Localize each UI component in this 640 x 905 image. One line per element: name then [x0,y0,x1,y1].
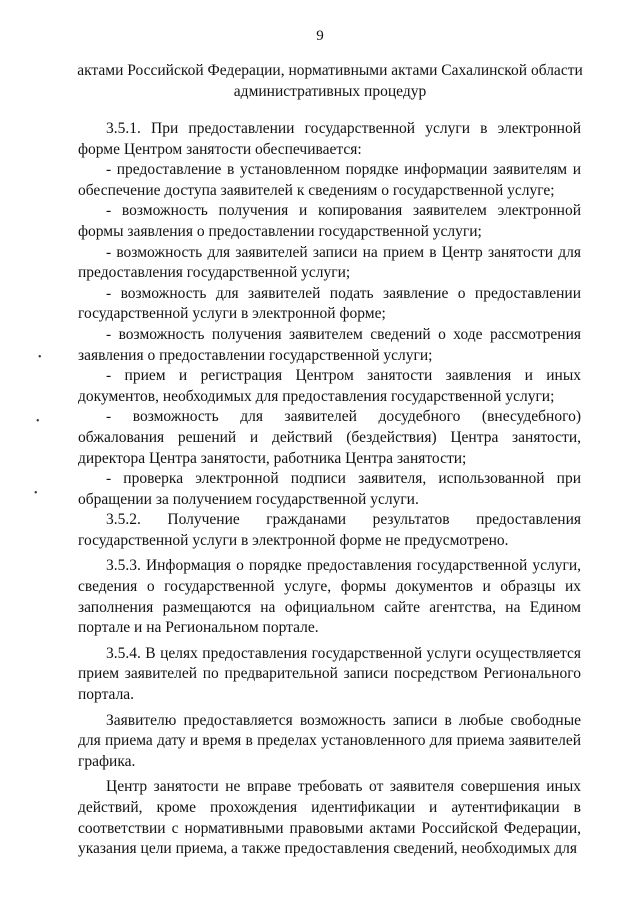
section-heading [70,60,590,102]
paragraph-3-5-3: 3.5.3. Информация о порядке предоставления государственной услуги, сведения о государственной услуге, формы документов и образцы их заполнения размещаются на официальном сайте агентства, на Едином портале и на Региональном портале. [78,557,581,637]
scan-mark: • [34,488,38,499]
list-item: - возможность получения заявителем сведений о ходе рассмотрения заявления о предоставлении государственной услуги; [78,325,581,364]
paragraph-3-5-2: 3.5.2. Получение гражданами результатов предоставления государственной услуги в электронной форме не предусмотрено. [78,511,581,549]
page-number: 9 [316,28,324,44]
list-item: - проверка электронной подписи заявителя, использованной при обращении за получением государственной услуги. [78,470,581,508]
list-item: - предоставление в установленном порядке информации заявителям и обеспечение доступа заявителей к сведениям о государственной услуге; [78,161,581,199]
document-body [78,119,581,860]
paragraph-3-5-1: 3.5.1. При предоставлении государственной услуги в электронной форме Центром занятости обеспечивается: [78,120,581,158]
paragraph-3-5-4: 3.5.4. В целях предоставления государственной услуги осуществляется прием заявителей по предварительной записи посредством Регионального портала. [78,644,581,704]
paragraph: Заявителю предоставляется возможность записи в любые свободные для приема дату и время в пределах установленного для приема заявителей графика. [78,711,581,770]
list-item: - возможность получения и копирования заявителем электронной формы заявления о предоставлении государственной услуги; [78,202,581,240]
list-item: - возможность для заявителей подать заявление о предоставлении государственной услуги в электронной форме; [78,284,581,323]
list-item: - возможность для заявителей записи на прием в Центр занятости для предоставления государственной услуги; [78,243,581,282]
heading-line-2: административных процедур [233,83,427,100]
paragraph: Центр занятости не вправе требовать от заявителя совершения иных действий, кроме прохождения идентификации и аутентификации в соответствии с нормативными правовыми актами Российской Федерации, указания цели приема, а также предоставления сведений, необходимых для [78,778,581,858]
list-item: - возможность для заявителей досудебного (внесудебного) обжалования решений и действий (бездействия) Центра занятости, директора Центра занятости, работника Центра занятости; [78,408,581,467]
heading-line-1: актами Российской Федерации, нормативными актами Сахалинской области [77,62,583,79]
list-item: - прием и регистрация Центром занятости заявления и иных документов, необходимых для предоставления государственной услуги; [78,367,581,405]
scan-mark: • [38,352,42,363]
scan-mark: • [36,416,40,427]
